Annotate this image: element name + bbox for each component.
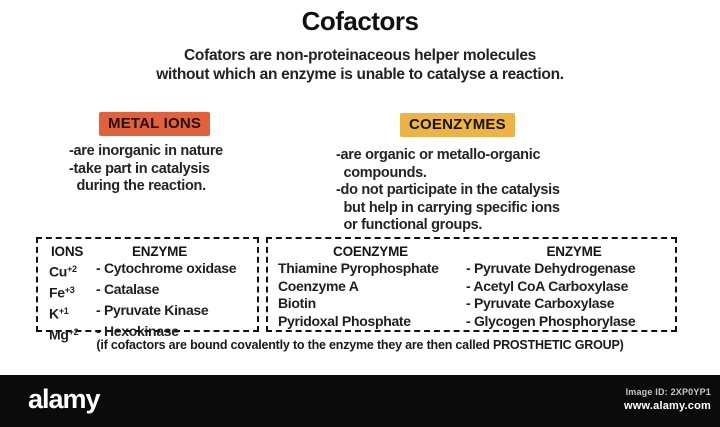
- coenzymes-point-4: but help in carrying specific ions: [336, 199, 560, 216]
- enzyme-cell: - Hexokinase: [96, 323, 179, 340]
- ions-enzyme-table: [36, 237, 259, 344]
- metal-ions-heading: METAL IONS: [99, 112, 210, 136]
- coenzyme-cell: Thiamine Pyrophosphate: [278, 260, 439, 276]
- subtitle: [0, 46, 720, 84]
- enzyme-cell: - Acetyl CoA Carboxylase: [466, 277, 629, 294]
- coenzyme-cell: Pyridoxal Phosphate: [278, 312, 411, 329]
- image-id-text: Image ID: 2XP0YP1: [625, 387, 711, 397]
- watermark-bar: [0, 375, 720, 427]
- table-row: [38, 260, 257, 281]
- watermark-info: [624, 385, 711, 413]
- page-title: Cofactors: [301, 6, 419, 36]
- alamy-url-text: www.alamy.com: [624, 400, 711, 412]
- ion-cell: $K^{+1}$: [49, 305, 69, 322]
- metal-ions-point-1: -are inorganic in nature: [69, 143, 223, 159]
- enzyme-header-cell: ENZYME: [131, 244, 188, 259]
- metal-ions-point-2: -take part in catalysis: [69, 160, 210, 177]
- table-row: [38, 302, 257, 323]
- table-row: [268, 278, 675, 296]
- metal-ions-point-3: during the reaction.: [69, 178, 206, 194]
- ions-table-header: [38, 243, 257, 260]
- table-row: [38, 281, 257, 302]
- ion-charge: +2: [68, 327, 79, 338]
- coenzyme-cell: Biotin: [278, 295, 316, 311]
- enzyme-cell: - Pyruvate Dehydrogenase: [466, 260, 636, 276]
- enzyme-header-cell: ENZYME: [546, 244, 602, 259]
- coenzymes-points: [336, 147, 560, 235]
- coenzymes-heading: COENZYMES: [400, 113, 515, 137]
- enzyme-cell: - Glycogen Phosphorylase: [466, 312, 636, 329]
- ion-cell: $Cu^{+2}$: [49, 263, 77, 280]
- coenzyme-enzyme-table: [266, 237, 677, 332]
- table-row: [268, 295, 675, 313]
- ion-charge: +2: [67, 264, 77, 274]
- ion-cell: $Mg^{+2}$: [49, 327, 79, 344]
- table-row: [268, 313, 675, 331]
- prosthetic-group-footnote: (if cofactors are bound covalently to the enzyme they are then called PROSTHETIC GROUP): [96, 338, 624, 352]
- ion-charge: +3: [64, 285, 75, 296]
- coenzyme-table-header: [268, 243, 675, 260]
- coenzyme-cell: Coenzyme A: [278, 277, 359, 294]
- coenzyme-header-cell: COENZYME: [333, 244, 408, 259]
- enzyme-cell: - Catalase: [96, 281, 160, 298]
- metal-ions-points: [69, 143, 223, 196]
- coenzymes-point-3: -do not participate in the catalysis: [336, 182, 560, 198]
- ions-header-cell: IONS: [51, 244, 84, 259]
- enzyme-cell: - Pyruvate Kinase: [96, 302, 209, 319]
- enzyme-cell: - Pyruvate Carboxylase: [466, 295, 615, 311]
- coenzymes-point-5: or functional groups.: [336, 217, 483, 233]
- coenzymes-point-2: compounds.: [336, 164, 427, 181]
- subtitle-line-2: without which an enzyme is unable to catalyse a reaction.: [156, 66, 564, 83]
- enzyme-cell: - Cytochrome oxidase: [96, 260, 237, 276]
- ion-cell: $Fe^{+3}$: [49, 284, 75, 301]
- table-row: [268, 260, 675, 278]
- ion-charge: +1: [58, 306, 69, 317]
- coenzymes-point-1: -are organic or metallo-organic: [336, 147, 541, 163]
- subtitle-line-1: Cofators are non-proteinaceous helper molecules: [184, 47, 536, 64]
- alamy-logo: alamy: [28, 384, 100, 414]
